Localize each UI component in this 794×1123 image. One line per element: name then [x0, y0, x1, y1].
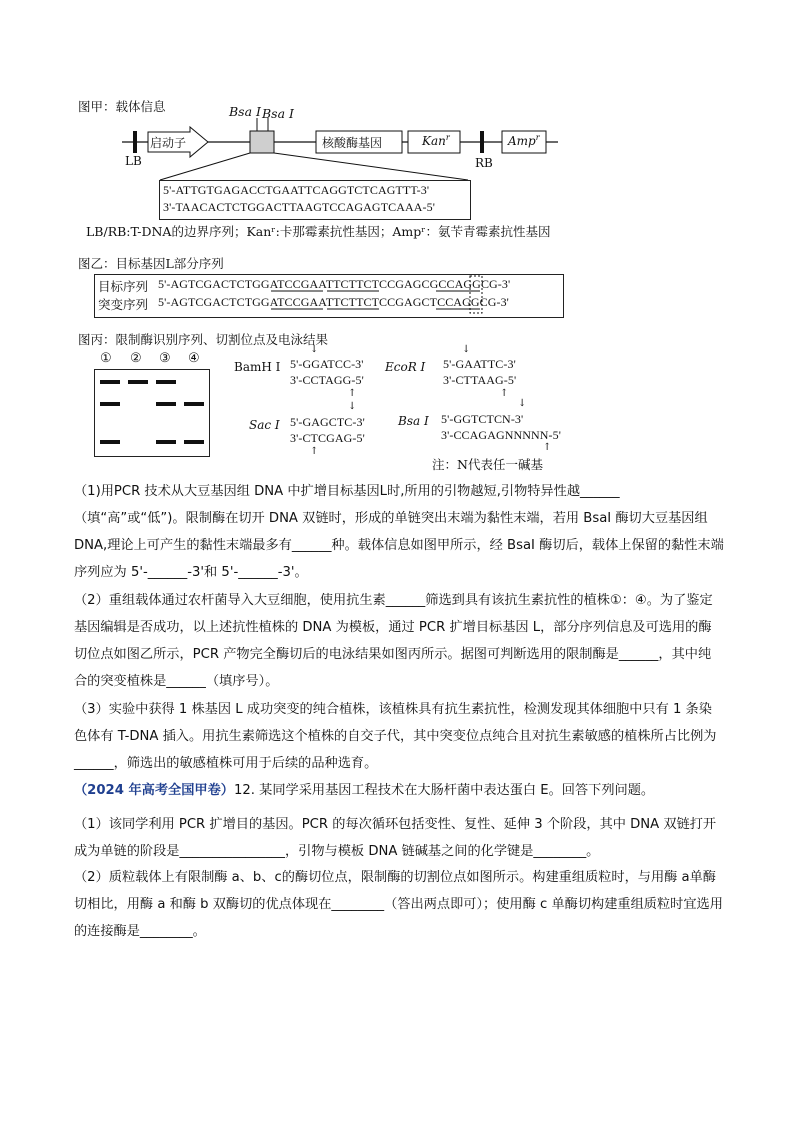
promoter-label: 启动子 — [150, 136, 187, 150]
bsa-label-right: Bsa Ⅰ — [262, 106, 294, 121]
question-12-source: （2024 年高考全国甲卷） — [74, 783, 234, 798]
gel-band — [156, 380, 176, 384]
figure-a-title: 图甲：载体信息 — [78, 99, 166, 114]
cut-arrow-down-icon: ↓ — [348, 401, 357, 412]
gel-band — [184, 402, 204, 406]
figure-c-note: 注：N代表任一碱基 — [432, 457, 543, 472]
bsa-bottom: 3'-CCAGAGNNNNN-5' — [441, 428, 562, 442]
bsa-label-left: Bsa Ⅰ — [229, 104, 261, 119]
figure-a-legend: LB/RB:T-DNA的边界序列；Kanʳ:卡那霉素抗性基因；Ampʳ：氨苄青霉素抗性基因 — [86, 224, 551, 239]
gel-band — [100, 440, 120, 444]
lane-label-3: ③ — [159, 351, 171, 366]
bsa-top: 5'-GGTCTCN-3' — [441, 412, 524, 426]
cut-arrow-down-icon: ↓ — [518, 398, 527, 409]
ecor-top: 5'-GAATTC-3' — [443, 357, 516, 371]
bamh-top: 5'-GGATCC-3' — [290, 357, 364, 371]
lane-label-2: ② — [130, 351, 142, 366]
gel-band — [184, 440, 204, 444]
cut-arrow-down-icon: ↓ — [310, 344, 319, 355]
question-12-part-2: （2）质粒载体上有限制酶 a、b、c的酶切位点，限制酶的切割位点如图所示。构建重组质粒时，与用酶 a单酶切相比，用酶 a 和酶 b 双酶切的优点体现在________（答出两点即可）；使用酶 c 单酶切构建重组质粒时宜选用的连接酶是________。 — [74, 870, 723, 939]
mutant-seq: 5'-AGTCGACTCTGGATCCGAATTCTTCTCCGAGCTCCAGGCG-3' — [158, 295, 509, 309]
target-seq: 5'-AGTCGACTCTGGATCCGAATTCTTCTCCGAGCGCCAGGCG-3' — [158, 277, 511, 291]
ecor-bottom: 3'-CTTAAG-5' — [443, 373, 517, 387]
sac-bottom: 3'-CTCGAG-5' — [290, 431, 365, 445]
sequence-underlines — [0, 0, 794, 330]
figure-c-title: 图丙：限制酶识别序列、切割位点及电泳结果 — [78, 332, 329, 347]
cut-arrow-up-icon: ↑ — [310, 446, 319, 457]
kan-text: Kan — [422, 134, 446, 148]
sac-name: Sac Ⅰ — [249, 418, 280, 432]
gel-band — [100, 402, 120, 406]
amp-sup: r — [535, 133, 540, 142]
cut-arrow-down-icon: ↓ — [462, 344, 471, 355]
question-12-stem: 12. 某同学采用基因工程技术在大肠杆菌中表达蛋白 E。回答下列问题。 — [233, 783, 655, 798]
amp-text: Amp — [508, 134, 536, 148]
bsa-name: Bsa Ⅰ — [398, 414, 429, 428]
bamh-name: BamH Ⅰ — [234, 360, 281, 374]
target-seq-label: 目标序列 — [98, 279, 149, 294]
cut-arrow-up-icon: ↑ — [500, 388, 509, 399]
mutant-seq-label: 突变序列 — [98, 297, 149, 312]
sac-top: 5'-GAGCTC-3' — [290, 415, 365, 429]
lane-label-4: ④ — [188, 351, 200, 366]
question-2: （2）重组载体通过农杆菌导入大豆细胞，使用抗生素______筛选到具有该抗生素抗性的植株①：④。为了鉴定基因编辑是否成功，以上述抗性植株的 DNA 为模板，通过 PCR 扩增目标基因 L，部分序列信息及可选用的酶切位点如图乙所示，PCR 产物完全酶切后的电泳结果如图丙所示。据图可判断选用的限制酶是______，其中纯合的突变植株是______（填序号）。 — [74, 593, 713, 689]
nuclease-gene-label: 核酸酶基因 — [322, 136, 383, 150]
question-1: （1)用PCR 技术从大豆基因组 DNA 中扩增目标基因L时,所用的引物越短,引物特异性越______（填“高”或“低”)。限制酶在切开 DNA 双链时，形成的单链突出末端为黏性末端，若用 BsaI 酶切大豆基因组 DNA,理论上可产生的黏性末端最多有______种。载体信息如图甲所示，经 BsaI 酶切后，载体上保留的黏性末端序列应为 5'-______-3'和 5'-______-3'。 — [74, 484, 724, 580]
question-3: （3）实验中获得 1 株基因 L 成功突变的纯合植株，该植株具有抗生素抗性，检测发现其体细胞中只有 1 条染色体有 T-DNA 插入。用抗生素筛选这个植株的自交子代，其中突变位点纯合且对抗生素敏感的植株所占比例为______，筛选出的敏感植株可用于后续的品种选育。 — [74, 702, 717, 771]
bamh-bottom: 3'-CCTAGG-5' — [290, 373, 364, 387]
gel-band — [128, 380, 148, 384]
figure-b-title: 图乙：目标基因L部分序列 — [78, 256, 224, 271]
lb-label: LB — [125, 154, 142, 168]
gel-band — [156, 440, 176, 444]
gel-band — [100, 380, 120, 384]
question-12-heading — [74, 777, 724, 804]
question-12-part-1: （1）该同学利用 PCR 扩增目的基因。PCR 的每次循环包括变性、复性、延伸 3 个阶段，其中 DNA 双链打开成为单链的阶段是________________，引物与模板 DNA 链碱基之间的化学键是________。 — [74, 817, 717, 859]
lane-label-1: ① — [100, 351, 112, 366]
vector-seq-bottom: 3'-TAACACTCTGGACTTAAGTCCAGAGTCAAA-5' — [163, 200, 435, 214]
ecor-name: EcoR Ⅰ — [385, 360, 426, 374]
cut-arrow-up-icon: ↑ — [543, 442, 552, 453]
gel-band — [156, 402, 176, 406]
rb-label: RB — [475, 156, 493, 170]
vector-seq-top: 5'-ATTGTGAGACCTGAATTCAGGTCTCAGTTT-3' — [163, 183, 430, 197]
kan-sup: r — [445, 133, 450, 142]
cut-arrow-up-icon: ↑ — [348, 388, 357, 399]
